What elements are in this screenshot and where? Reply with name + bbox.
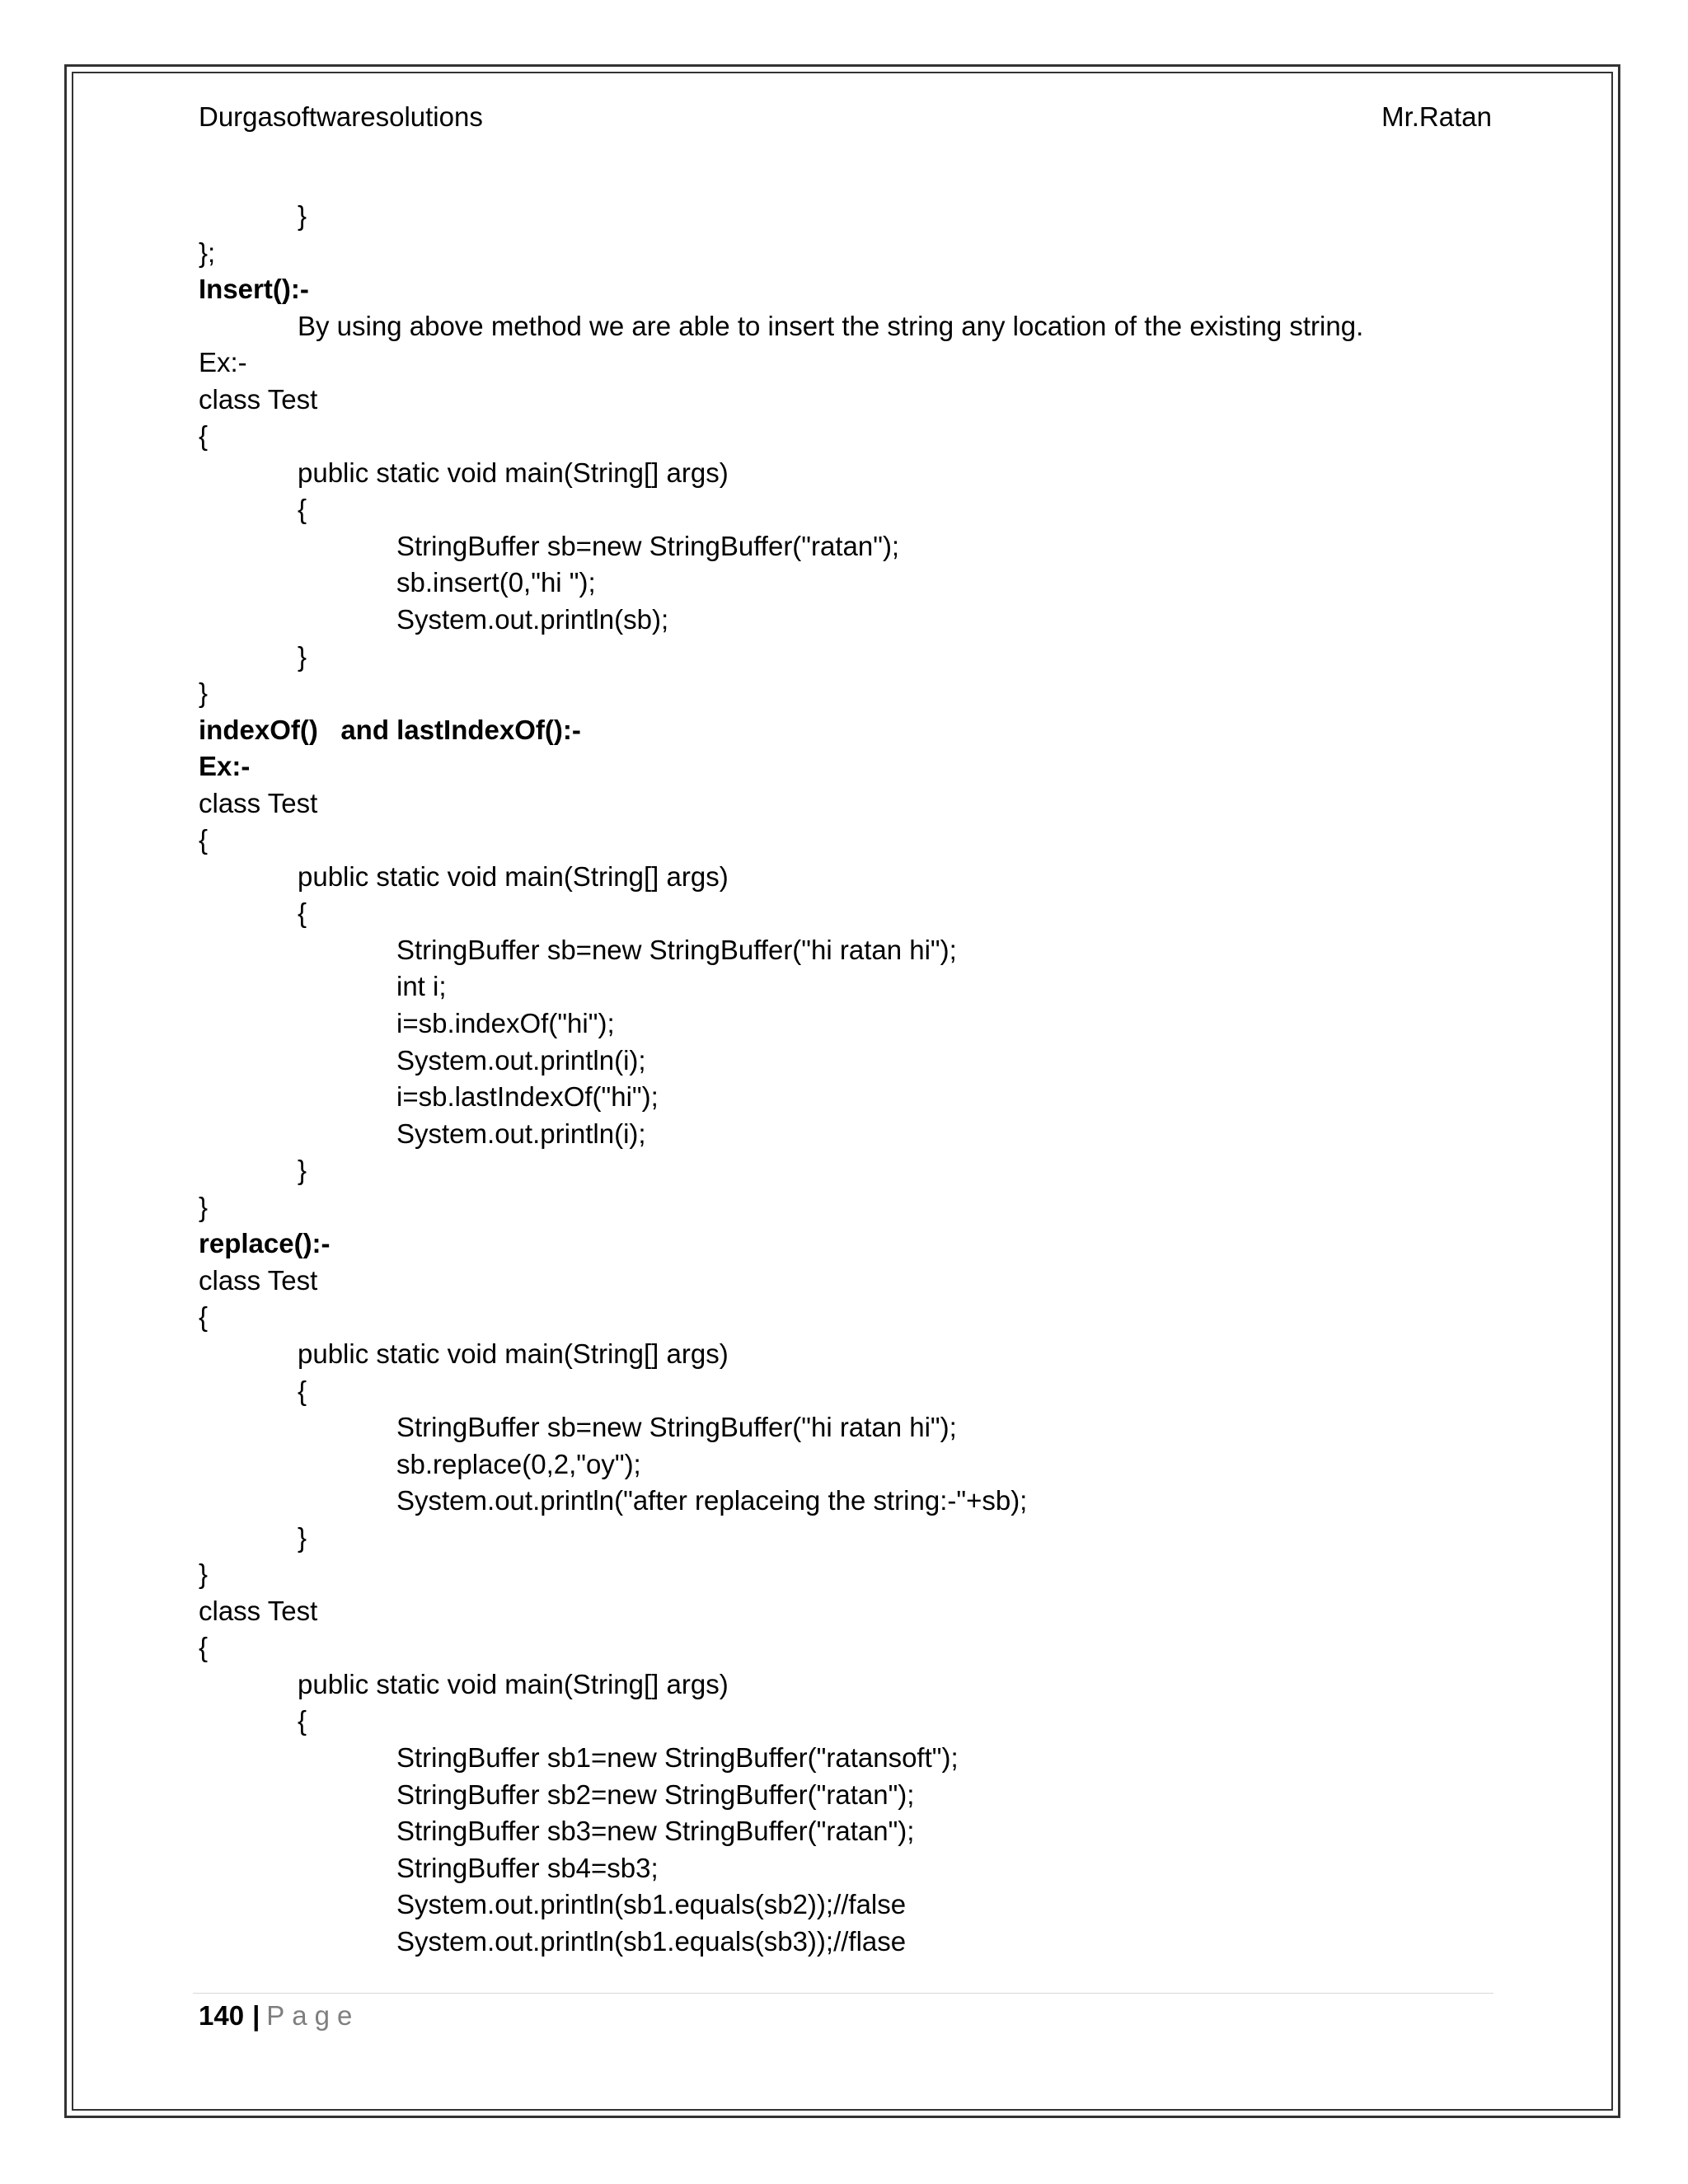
text-line: System.out.println(i); xyxy=(396,1044,646,1076)
text-line: } xyxy=(199,677,209,709)
text-line: sb.insert(0,"hi "); xyxy=(396,567,596,598)
text-line: System.out.println(sb1.equals(sb3));//flase xyxy=(396,1925,907,1957)
text-line: { xyxy=(199,420,209,452)
text-line: Ex:- xyxy=(199,347,247,378)
text-line: System.out.println(i); xyxy=(396,1118,646,1149)
text-line: StringBuffer sb1=new StringBuffer("ratansoft"); xyxy=(396,1741,959,1773)
text-line: class Test xyxy=(199,383,318,415)
text-line: StringBuffer sb4=sb3; xyxy=(396,1852,659,1883)
header-company: Durgasoftwaresolutions xyxy=(199,101,483,132)
text-line: class Test xyxy=(199,1264,318,1296)
section-heading: Ex:- xyxy=(199,751,251,782)
header-author: Mr.Ratan xyxy=(1381,101,1492,132)
text-line: public static void main(String[] args) xyxy=(298,1668,729,1699)
page-footer xyxy=(199,1998,359,2034)
text-line: int i; xyxy=(396,971,447,1002)
page-number: 140 xyxy=(199,2000,245,2031)
text-line: class Test xyxy=(199,787,318,818)
text-line: StringBuffer sb3=new StringBuffer("ratan"); xyxy=(396,1816,915,1847)
text-line: } xyxy=(199,1558,209,1590)
text-line: { xyxy=(298,1705,307,1736)
text-line: } xyxy=(298,1155,307,1186)
text-line: System.out.println("after replaceing the string:-"+sb); xyxy=(396,1485,1028,1516)
text-line: } xyxy=(298,200,307,231)
section-heading: replace():- xyxy=(199,1228,331,1259)
text-line: } xyxy=(199,1191,209,1222)
text-line: } xyxy=(298,1521,307,1553)
text-line: { xyxy=(199,824,209,855)
text-line: StringBuffer sb=new StringBuffer("hi ratan hi"); xyxy=(396,1412,957,1443)
text-line: i=sb.lastIndexOf("hi"); xyxy=(396,1081,659,1113)
text-line: System.out.println(sb1.equals(sb2));//false xyxy=(396,1889,907,1920)
footer-divider xyxy=(193,1993,1493,1994)
text-line: public static void main(String[] args) xyxy=(298,860,729,892)
page-label: Page xyxy=(266,2000,360,2031)
text-line: public static void main(String[] args) xyxy=(298,1338,729,1369)
text-line: { xyxy=(199,1632,209,1663)
text-line: StringBuffer sb=new StringBuffer("ratan"); xyxy=(396,530,900,561)
text-line: }; xyxy=(199,237,216,268)
text-line: class Test xyxy=(199,1595,318,1626)
document-body xyxy=(199,198,1501,1960)
text-line: StringBuffer sb2=new StringBuffer("ratan"); xyxy=(396,1779,915,1810)
text-line: { xyxy=(199,1301,209,1333)
text-line: System.out.println(sb); xyxy=(396,604,669,635)
text-line: { xyxy=(298,898,307,929)
text-line: public static void main(String[] args) xyxy=(298,457,729,488)
text-line: { xyxy=(298,494,307,525)
text-line: sb.replace(0,2,"oy"); xyxy=(396,1448,641,1479)
text-line: { xyxy=(298,1375,307,1406)
text-line: StringBuffer sb=new StringBuffer("hi ratan hi"); xyxy=(396,934,957,965)
text-line: By using above method we are able to insert the string any location of the existing string. xyxy=(298,310,1364,341)
section-heading: indexOf() and lastIndexOf():- xyxy=(199,714,581,745)
page-separator: | xyxy=(252,2000,260,2031)
text-line: i=sb.indexOf("hi"); xyxy=(396,1008,615,1039)
section-heading: Insert():- xyxy=(199,274,309,305)
text-line: } xyxy=(298,640,307,672)
